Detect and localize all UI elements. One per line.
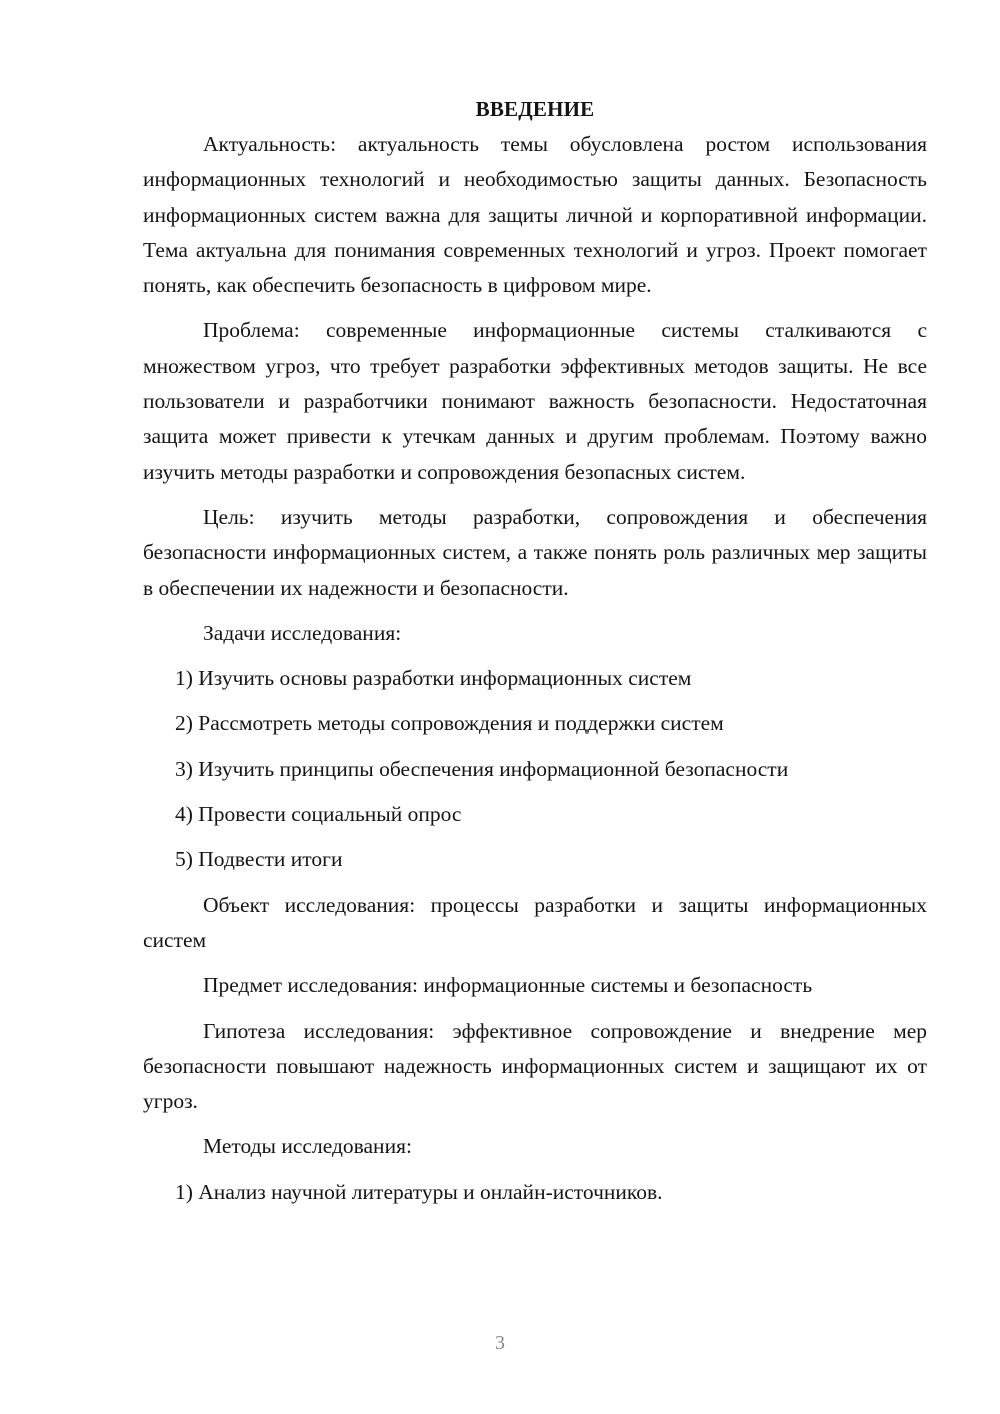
page-content [143, 92, 927, 1210]
task-item-1: 1) Изучить основы разработки информационных систем [175, 666, 692, 691]
goal-paragraph: Цель: изучить методы разработки, сопровождения и обеспечения безопасности информационных систем, а также понять роль различных мер защиты в обеспечении их надежности и безопасности. [143, 504, 927, 600]
method-item-1: 1) Анализ научной литературы и онлайн-источников. [175, 1179, 663, 1204]
task-item-4: 4) Провести социальный опрос [175, 802, 462, 827]
object-paragraph: Объект исследования: процессы разработки и защиты информационных систем [143, 892, 927, 952]
task-item-5: 5) Подвести итоги [175, 847, 343, 872]
page-title: ВВЕДЕНИЕ [475, 97, 595, 121]
page-number: 3 [495, 1332, 505, 1354]
task-item-3: 3) Изучить принципы обеспечения информационной безопасности [175, 756, 789, 781]
problem-paragraph: Проблема: современные информационные системы сталкиваются с множеством угроз, что требует разработки эффективных методов защиты. Не все пользователи и разработчики понимают важность безопасности. Недостаточная защита может привести к утечкам данных и другим проблемам. Поэтому важно изучить методы разработки и сопровождения безопасных систем. [143, 318, 927, 484]
tasks-heading: Задачи исследования: [203, 620, 402, 645]
subject-paragraph: Предмет исследования: информационные системы и безопасность [203, 973, 813, 998]
methods-heading: Методы исследования: [203, 1134, 412, 1159]
hypothesis-paragraph: Гипотеза исследования: эффективное сопровождение и внедрение мер безопасности повышают надежность информационных систем и защищают их от угроз. [143, 1018, 927, 1114]
relevance-paragraph: Актуальность: актуальность темы обусловлена ростом использования информационных технологий и необходимостью защиты данных. Безопасность информационных систем важна для защиты личной и корпоративной информации. Тема актуальна для понимания современных технологий и угроз. Проект помогает понять, как обеспечить безопасность в цифровом мире. [143, 132, 927, 298]
task-item-2: 2) Рассмотреть методы сопровождения и поддержки систем [175, 711, 724, 736]
